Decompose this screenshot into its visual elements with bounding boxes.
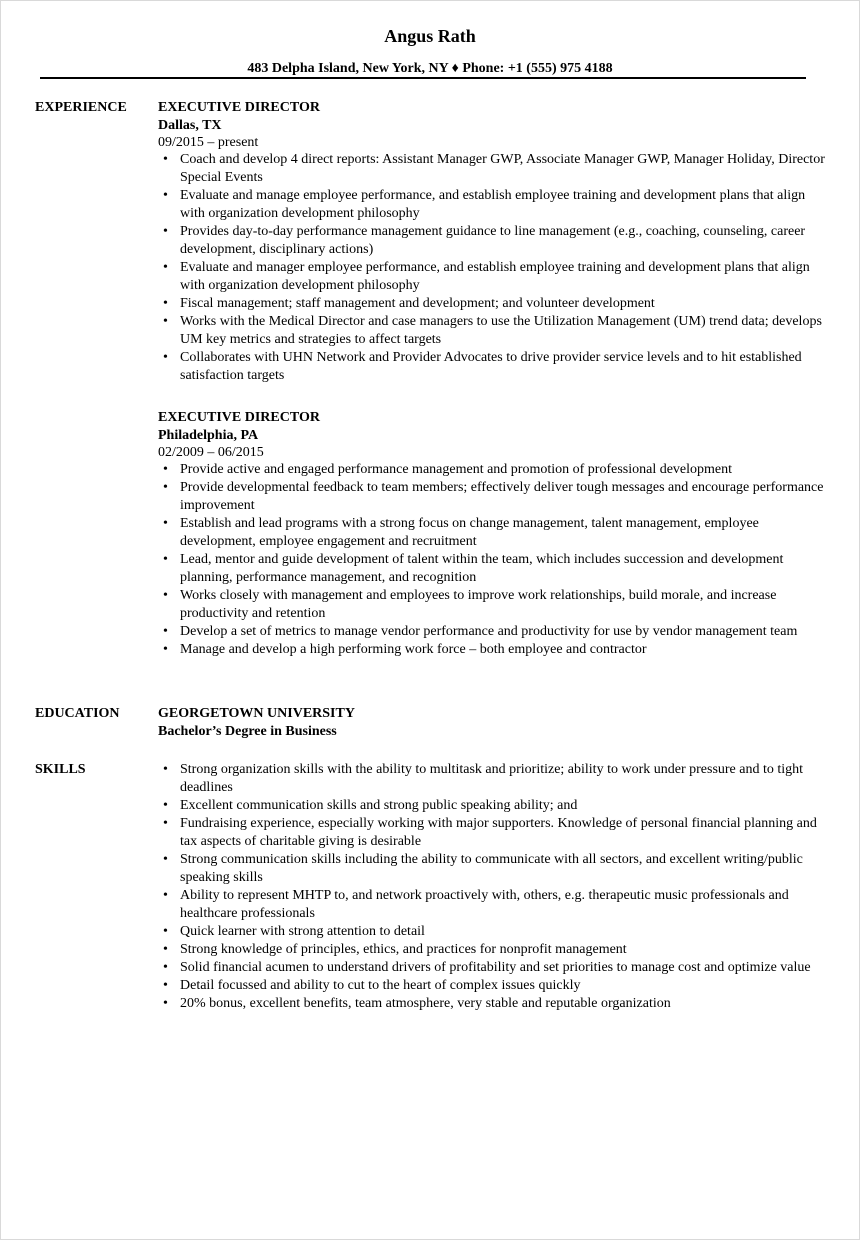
school-name: GEORGETOWN UNIVERSITY [158, 706, 355, 721]
bullet-icon: • [163, 762, 168, 777]
bullet-icon: • [163, 978, 168, 993]
bullet-icon: • [163, 224, 168, 239]
job-location: Philadelphia, PA [158, 428, 259, 443]
contact-line: 483 Delpha Island, New York, NY ♦ Phone: +1 (555) 975 4188 [247, 61, 613, 76]
bullet-icon: • [163, 480, 168, 495]
bullet-icon: • [163, 588, 168, 603]
bullet-icon: • [163, 798, 168, 813]
list-item: • Strong knowledge of principles, ethics, and practices for nonprofit management [163, 942, 627, 957]
bullet-icon: • [163, 852, 168, 867]
bullet-icon: • [163, 942, 168, 957]
experience-body [158, 99, 825, 659]
degree-name: Bachelor’s Degree in Business [158, 724, 337, 739]
list-item: • Evaluate and manager employee performance, and establish employee training and development plans that align with organization development philosophy [163, 260, 810, 293]
education-body [158, 705, 825, 741]
job-title: EXECUTIVE DIRECTOR [158, 100, 320, 115]
bullet-icon: • [163, 960, 168, 975]
list-item: • Manage and develop a high performing work force – both employee and contractor [163, 642, 647, 657]
list-item: • Works closely with management and employees to improve work relationships, build morale, and increase productivity and retention [163, 588, 777, 621]
list-item: • Strong organization skills with the ability to multitask and prioritize; ability to work under pressure and to tight deadlines [163, 762, 804, 795]
list-item: • Excellent communication skills and strong public speaking ability; and [163, 798, 578, 813]
list-item: • Provide active and engaged performance management and promotion of professional development [163, 462, 733, 477]
list-item: • Solid financial acumen to understand drivers of profitability and set priorities to manage cost and optimize value [163, 960, 811, 975]
bullet-icon: • [163, 996, 168, 1011]
list-item: • Works with the Medical Director and case managers to use the Utilization Management (UM) trend data; develops UM key metrics and strategies to affect targets [163, 314, 822, 347]
skills-label: SKILLS [35, 762, 86, 777]
list-item: • Develop a set of metrics to manage vendor performance and productivity for use by vendor management team [163, 624, 798, 639]
list-item: • Fiscal management; staff management and development; and volunteer development [163, 296, 655, 311]
bullet-icon: • [163, 516, 168, 531]
list-item: • 20% bonus, excellent benefits, team atmosphere, very stable and reputable organization [163, 996, 671, 1011]
bullet-icon: • [163, 462, 168, 477]
job-location: Dallas, TX [158, 118, 222, 133]
skills-body [158, 761, 825, 1013]
list-item: • Collaborates with UHN Network and Provider Advocates to drive provider service levels and to hit established satisfaction targets [163, 350, 802, 383]
list-item: • Strong communication skills including the ability to communicate with all sectors, and excellent writing/public speaking skills [163, 852, 803, 885]
list-item: • Quick learner with strong attention to detail [163, 924, 425, 939]
list-item: • Detail focussed and ability to cut to the heart of complex issues quickly [163, 978, 581, 993]
job-bullet-list [158, 151, 825, 385]
list-item: • Provide developmental feedback to team members; effectively deliver tough messages and encourage performance improvement [163, 480, 824, 513]
list-item: • Provides day-to-day performance management guidance to line management (e.g., coaching, counseling, career development, disciplinary actions) [163, 224, 806, 257]
list-item: • Establish and lead programs with a strong focus on change management, talent management, employee development, employee engagement and recruitment [163, 516, 759, 549]
list-item: • Ability to represent MHTP to, and network proactively with, others, e.g. therapeutic music professionals and healthcare professionals [163, 888, 789, 921]
bullet-icon: • [163, 888, 168, 903]
skills-bullet-list [158, 761, 825, 1013]
header-divider [40, 77, 806, 79]
bullet-icon: • [163, 924, 168, 939]
bullet-icon: • [163, 296, 168, 311]
list-item: • Evaluate and manage employee performance, and establish employee training and development plans that align with organization development philosophy [163, 188, 806, 221]
bullet-icon: • [163, 260, 168, 275]
bullet-icon: • [163, 152, 168, 167]
education-label: EDUCATION [35, 706, 120, 721]
job-bullet-list [158, 461, 825, 659]
bullet-icon: • [163, 642, 168, 657]
job-dates: 09/2015 – present [158, 135, 259, 150]
bullet-icon: • [163, 552, 168, 567]
resume-header [0, 24, 860, 78]
bullet-icon: • [163, 314, 168, 329]
bullet-icon: • [163, 350, 168, 365]
experience-label: EXPERIENCE [35, 100, 127, 115]
list-item: • Lead, mentor and guide development of talent within the team, which includes succession and development planning, performance management, and recognition [163, 552, 784, 585]
job-entry [158, 99, 825, 385]
candidate-name: Angus Rath [384, 26, 476, 46]
bullet-icon: • [163, 816, 168, 831]
list-item: • Coach and develop 4 direct reports: Assistant Manager GWP, Associate Manager GWP, Manager Holiday, Director Special Events [163, 152, 825, 185]
job-entry [158, 409, 825, 659]
bullet-icon: • [163, 624, 168, 639]
bullet-icon: • [163, 188, 168, 203]
job-dates: 02/2009 – 06/2015 [158, 445, 264, 460]
job-title: EXECUTIVE DIRECTOR [158, 410, 320, 425]
list-item: • Fundraising experience, especially working with major supporters. Knowledge of personal financial planning and tax aspects of charitable giving is desirable [163, 816, 817, 849]
